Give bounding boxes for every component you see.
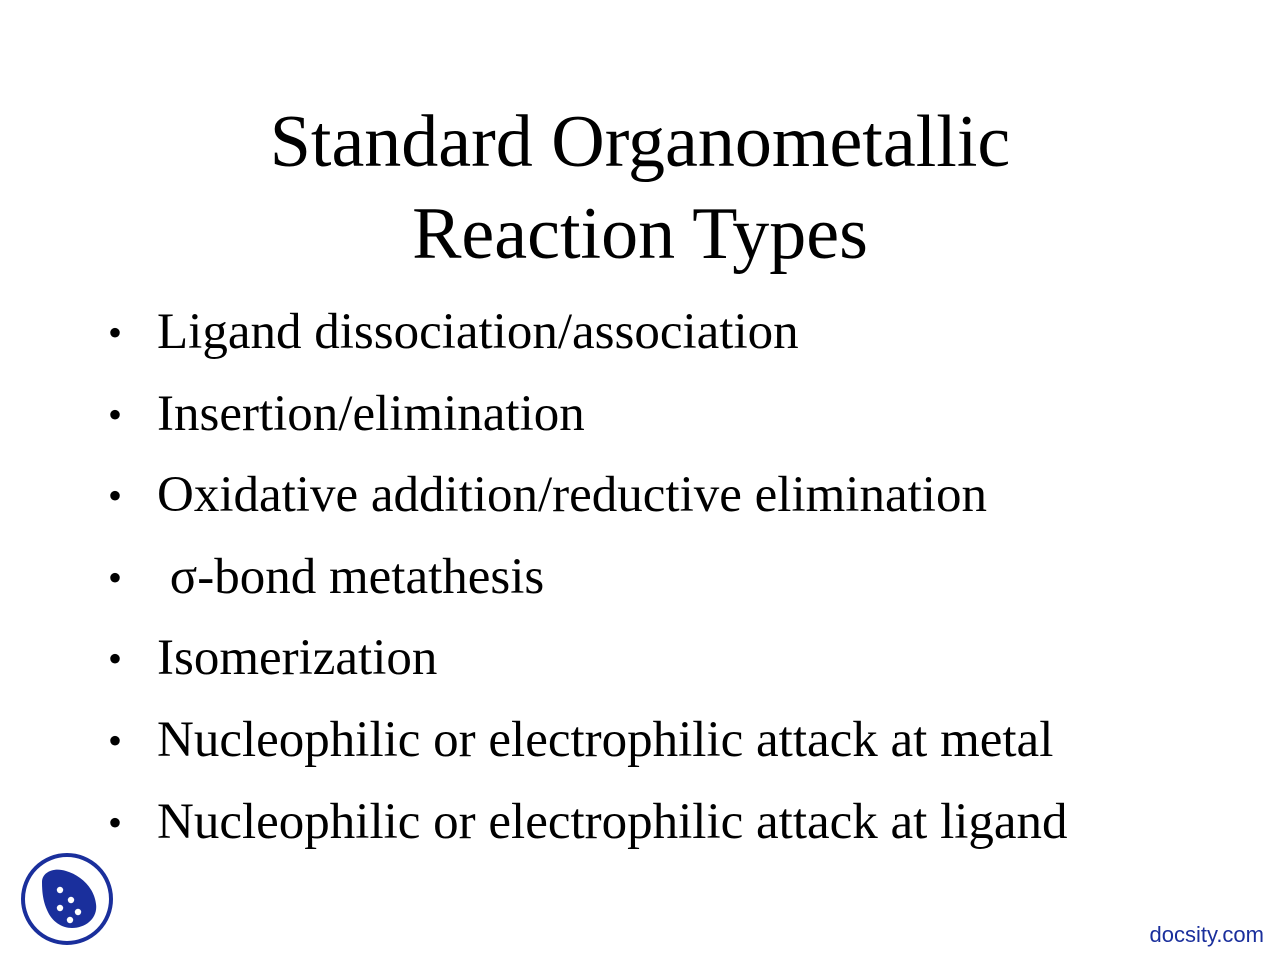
docsity-brand-link[interactable]: docsity.com [1149, 922, 1264, 947]
bullet-marker: • [108, 717, 123, 763]
bullet-text: Ligand dissociation/association [157, 304, 799, 360]
bullet-item [108, 618, 1248, 700]
bullet-text: Insertion/elimination [157, 385, 585, 442]
bullet-item [108, 455, 1248, 537]
bullet-item [108, 700, 1248, 782]
docsity-logo-icon [20, 852, 114, 946]
bullet-item [108, 374, 1248, 456]
bullet-item [108, 292, 1248, 374]
slide-title-line-1: Standard Organometallic [269, 101, 1011, 183]
bullet-marker: • [108, 799, 123, 845]
bullet-marker: • [108, 391, 123, 437]
bullet-text: Nucleophilic or electrophilic attack at metal [157, 711, 1054, 768]
bullet-marker: • [108, 636, 123, 682]
bullet-text: Nucleophilic or electrophilic attack at ligand [157, 793, 1068, 850]
slide-title [0, 96, 1280, 280]
bullet-list [108, 292, 1248, 863]
bullet-marker: • [108, 473, 123, 519]
bullet-text: Oxidative addition/reductive elimination [157, 467, 987, 524]
slide-title-line-2: Reaction Types [412, 193, 868, 275]
bullet-item [108, 782, 1248, 864]
bullet-text: σ-bond metathesis [157, 548, 545, 605]
bullet-item [108, 537, 1248, 619]
bullet-marker: • [108, 310, 123, 355]
bullet-marker: • [108, 554, 123, 600]
bullet-text: Isomerization [157, 630, 438, 687]
